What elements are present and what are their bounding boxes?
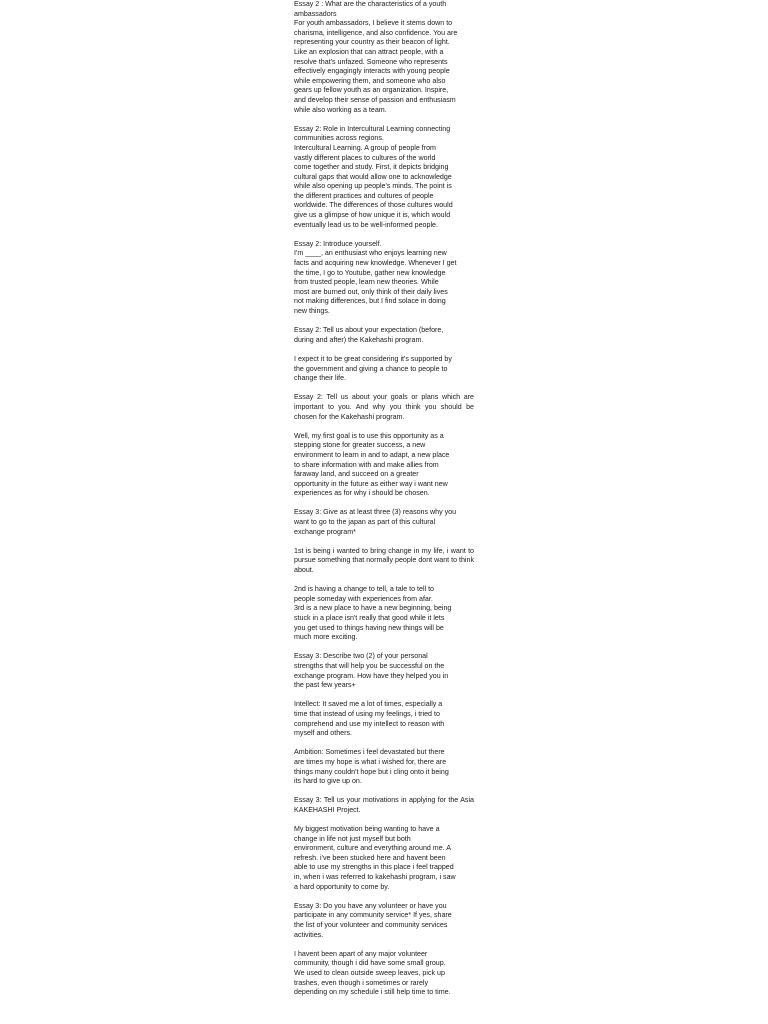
essay-paragraph: Essay 2: Role in Intercultural Learning connecting communities across regions. Intercultural Learning. A group of people from vastly different places to cultures of the world come together and study. First, it depicts bridging cultural gaps that would allow one to acknowledge while also opening up people's minds. The point is the different practices and cultures of people worldwide. The differences of those cultures would give us a glimpse of how unique it is, which would eventually lead us to be well-informed people. (294, 124, 453, 229)
essay-paragraph: 1st is being i wanted to bring change in my life, i want to pursue something that normally people dont want to think about. (294, 546, 474, 575)
essay-paragraph: Essay 3: Describe two (2) of your personal strengths that will help you be successful on the exchange program. How have they helped you in the past few years+ (294, 652, 449, 690)
essay-text-column (294, 0, 474, 1007)
essay-paragraph: Well, my first goal is to use this opportunity as a stepping stone for greater success, a new environment to learn in and to adapt, a new place to share information with and make allies from faraway land, and succeed on a greater opportunity in the future as either way i want new experiences as for why i should be chosen. (294, 431, 450, 498)
essay-paragraph: My biggest motivation being wanting to have a change in life not just myself but both environment, culture and everything around me. A refresh. i've been stucked here and havent been able to use my strengths in this place i feel trapped in, when i was referred to kakehashi program, i saw a hard opportunity to come by. (294, 825, 456, 891)
essay-paragraph: Essay 2: Tell us about your goals or plans which are important to you. And why you think you should be chosen for the Kakehashi program. (294, 393, 474, 421)
essay-paragraph: Essay 3: Tell us your motivations in applying for the Asia KAKEHASHI Project. (294, 796, 474, 814)
essay-paragraph: 2nd is having a change to tell, a tale to tell to people someday with experiences from afar. 3rd is a new place to have a new beginning, being stuck in a place isn't really that good while it lets you get used to things having new things will be much more exciting. (294, 585, 452, 642)
essay-paragraph: Intellect: It saved me a lot of times, especially a time that instead of using my feelings, i tried to comprehend and use my intellect to reason with myself and others. (294, 700, 445, 738)
essay-paragraph: Essay 2 : What are the characteristics of a youth ambassadors For youth ambassadors, I believe it stems down to charisma, intelligence, and also confidence. You are representing your country as their beacon of light. Like an explosion that can attract people, with a resolve that's unfazed. Someone who represents effectively engagingly interacts with young people while empowering them, and someone who also gears up fellow youth as an organization. Inspire, and develop their sense of passion and enthusiasm while also working as a team. (294, 0, 458, 114)
essay-paragraph: I expect it to be great considering it's supported by the government and giving a chance to people to change their life. (294, 354, 452, 383)
essay-paragraph: Essay 3: Give as at least three (3) reasons why you want to go to the japan as part of this cultural exchange program* (294, 508, 457, 536)
essay-paragraph: Essay 3: Do you have any volunteer or have you participate in any community service* If yes, share the list of your volunteer and community services activities. (294, 901, 452, 939)
essay-paragraph: Essay 2: Tell us about your expectation (before, during and after) the Kakehashi program. (294, 326, 444, 344)
essay-paragraph: I havent been apart of any major volunteer community, though i did have some small group. We used to clean outside sweep leaves, pick up trashes, even though i sometimes or rarely depending on my schedule i still help time to time. (294, 949, 451, 997)
essay-paragraph: Essay 2: Introduce yourself. I'm ____, an enthusiast who enjoys learning new facts and acquiring new knowledge. Whenever I get the time, I go to Youtube, gather new knowledge from trusted people, learn new theories. While most are burned out, only think of their daily lives not making differences, but I find solace in doing new things. (294, 239, 457, 315)
essay-paragraph: Ambition: Sometimes i feel devastated but there are times my hope is what i wished for, there are things many couldn't hope but i cling onto it being its hard to give up on. (294, 748, 449, 786)
